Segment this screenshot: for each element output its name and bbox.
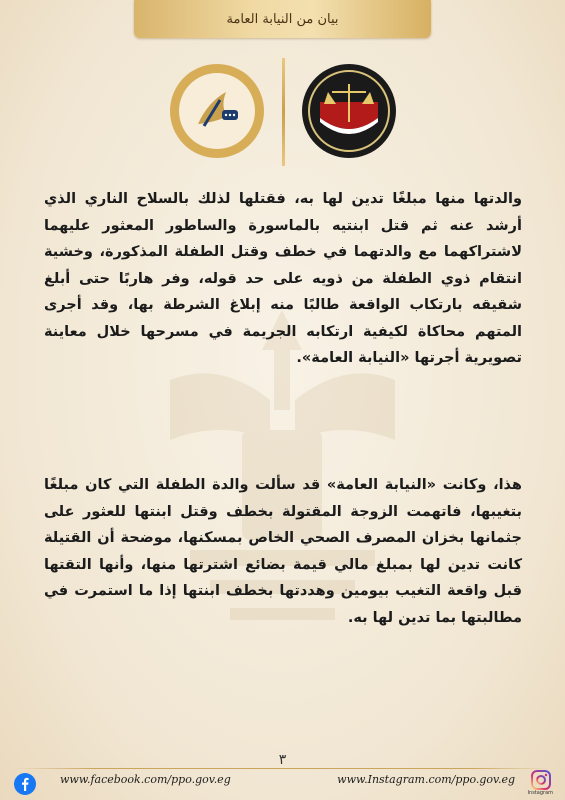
paragraph-1: والدتها منها مبلغًا تدين لها به، فقتلها لذلك بالسلاح الناري الذي أرشد عنه ثم قتل ابنتيه بالماسورة والساطور المعثور عليهما لاشتراكهما مع والدتهما في خطف وقتل الطفلة المذكورة، وخشية انتقام ذوي الطفلة من ذويه على حد قوله، وفر هاربًا حتى أبلغ شقيقه بارتكاب الواقعة طالبًا منه إبلاغ الشرطة بها، وقد أجرى المتهم محاكاة لكيفية ارتكابه الجريمة في مسرحها خلال معاينة تصويرية أجرتها «النيابة العامة».	[44, 191, 522, 366]
instagram-icon[interactable]	[531, 770, 551, 790]
page-number: ٣	[278, 752, 287, 768]
instagram-link[interactable]: www.Instagram.com/ppo.gov.eg	[337, 773, 515, 786]
logo-divider	[282, 58, 285, 166]
header-banner	[134, 0, 431, 38]
header-title: بيان من النيابة العامة	[226, 11, 339, 27]
facebook-icon[interactable]	[14, 773, 36, 795]
facebook-link[interactable]: www.facebook.com/ppo.gov.eg	[60, 773, 231, 786]
footer-divider	[14, 768, 551, 769]
prosecution-emblem	[300, 62, 398, 160]
media-office-logo	[168, 62, 266, 160]
paragraph-2: هذا، وكانت «النيابة العامة» قد سألت والدة الطفلة التي كان مبلغًا بتغيبها، فاتهمت الزوجة المقتولة بخطف وقتل ابنتها للعثور على جثمانها بخزان المصرف الصحي الخاص بمسكنها، موضحة أن القتيلة كانت تدين لها بمبلغ مالي قيمة بضائع اشترتها منها، وأنها التقتها قبل واقعة التغيب بيومين وهددتها بخطف ابنتها إذا ما استمرت في مطالبتها بما تدين لها به.	[44, 477, 522, 626]
instagram-caption: Instagram	[527, 790, 553, 796]
